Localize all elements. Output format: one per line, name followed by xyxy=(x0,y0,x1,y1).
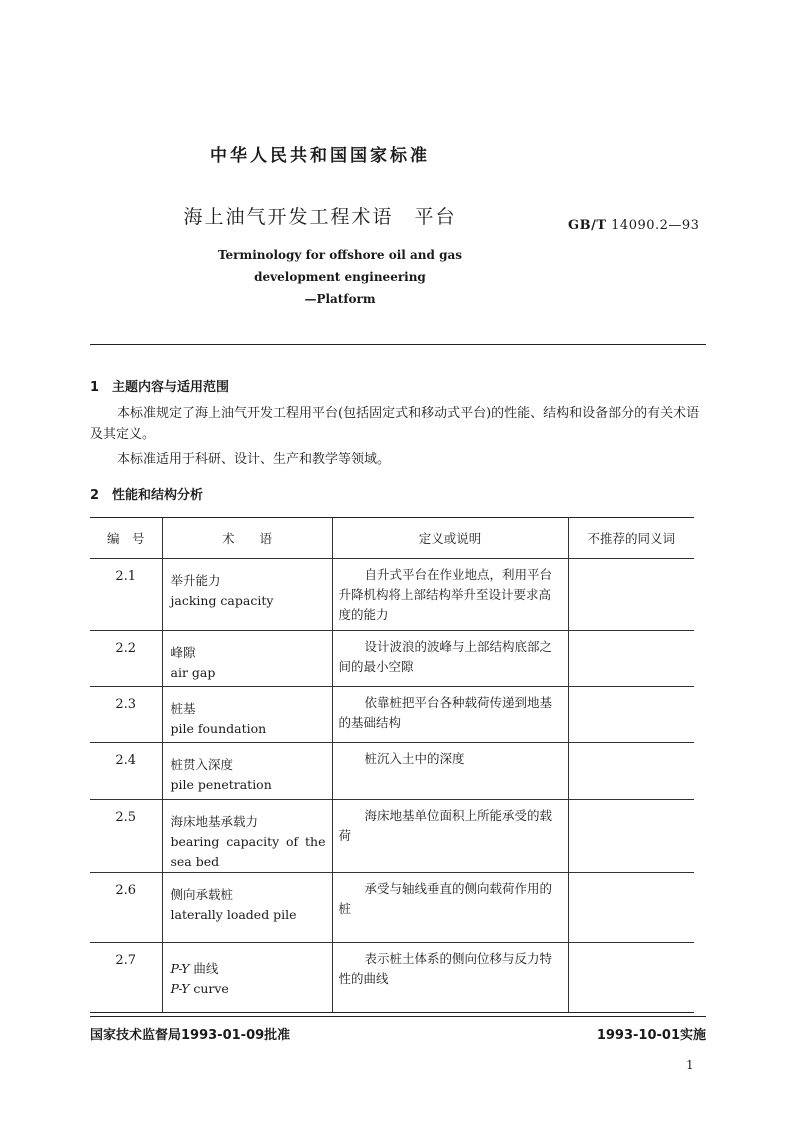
section-1-paragraph-1: 本标准规定了海上油气开发工程用平台(包括固定式和移动式平台)的性能、结构和设备部分的有关术语及其定义。 xyxy=(90,406,700,442)
row-definition: 设计波浪的波峰与上部结构底部之间的最小空隙 xyxy=(332,631,568,687)
term-chinese: 海床地基承载力 xyxy=(170,814,259,829)
row-synonym xyxy=(568,559,694,631)
row-term xyxy=(162,687,332,743)
row-synonym xyxy=(568,943,694,1013)
term-chinese: 桩基 xyxy=(170,701,196,716)
table-row xyxy=(90,631,694,687)
header-term: 术 语 xyxy=(162,518,332,559)
terms-table xyxy=(90,517,694,1013)
term-english: laterally loaded pile xyxy=(170,907,297,922)
header-synonym: 不推荐的同义词 xyxy=(568,518,694,559)
term-english: air gap xyxy=(170,665,216,680)
row-definition: 依靠桩把平台各种载荷传递到地基的基础结构 xyxy=(332,687,568,743)
row-definition: 桩沉入土中的深度 xyxy=(332,743,568,800)
term-chinese-rest: 曲线 xyxy=(189,961,219,976)
row-number: 2.4 xyxy=(90,743,162,800)
section-1-paragraph-2: 本标准适用于科研、设计、生产和教学等领域。 xyxy=(117,452,391,467)
term-english-italic: P-Y xyxy=(170,981,190,996)
row-term xyxy=(162,873,332,943)
row-synonym xyxy=(568,743,694,800)
standard-code-prefix: GB/T xyxy=(568,218,607,233)
row-synonym xyxy=(568,873,694,943)
term-english: bearing capacity of the sea bed xyxy=(170,834,326,869)
term-chinese xyxy=(171,959,326,979)
table-header-row xyxy=(90,518,694,559)
row-term xyxy=(162,559,332,631)
row-number: 2.2 xyxy=(90,631,162,687)
row-synonym xyxy=(568,687,694,743)
table-row xyxy=(90,743,694,800)
table-row xyxy=(90,559,694,631)
org-title: 中华人民共和国国家标准 xyxy=(210,146,430,166)
term-chinese: 举升能力 xyxy=(170,573,221,588)
row-number: 2.6 xyxy=(90,873,162,943)
row-number: 2.7 xyxy=(90,943,162,1013)
table-row xyxy=(90,943,694,1013)
header-number: 编 号 xyxy=(90,518,162,559)
english-title-line-3: —Platform xyxy=(304,292,376,306)
row-term xyxy=(162,800,332,873)
table-row xyxy=(90,800,694,873)
row-definition: 表示桩土体系的侧向位移与反力特性的曲线 xyxy=(332,943,568,1013)
english-title-line-2: development engineering xyxy=(254,270,426,284)
table-row xyxy=(90,873,694,943)
term-english: pile foundation xyxy=(170,721,267,736)
term-chinese: 峰隙 xyxy=(170,645,196,660)
row-term xyxy=(162,631,332,687)
footer-rule xyxy=(90,1016,706,1017)
section-1-heading: 1 主题内容与适用范围 xyxy=(90,380,230,395)
term-english: pile penetration xyxy=(170,777,272,792)
row-synonym xyxy=(568,800,694,873)
page-number: 1 xyxy=(686,1058,694,1072)
row-definition: 承受与轴线垂直的侧向载荷作用的桩 xyxy=(332,873,568,943)
row-synonym xyxy=(568,631,694,687)
table-row xyxy=(90,687,694,743)
row-term xyxy=(162,743,332,800)
standard-title: 海上油气开发工程术语 平台 xyxy=(183,206,457,228)
header-rule xyxy=(90,344,706,345)
term-english-rest: curve xyxy=(189,981,229,996)
row-term xyxy=(162,943,332,1013)
row-definition: 自升式平台在作业地点，利用平台升降机构将上部结构举升至设计要求高度的能力 xyxy=(332,559,568,631)
english-title-line-1: Terminology for offshore oil and gas xyxy=(217,248,463,262)
standard-code xyxy=(568,218,699,233)
section-2-heading: 2 性能和结构分析 xyxy=(90,488,204,503)
term-english xyxy=(171,979,326,999)
row-number: 2.5 xyxy=(90,800,162,873)
header-definition: 定义或说明 xyxy=(332,518,568,559)
term-chinese: 侧向承载桩 xyxy=(170,887,234,902)
effective-date: 1993-10-01实施 xyxy=(596,1028,706,1043)
term-chinese: 桩贯入深度 xyxy=(170,757,234,772)
approval-date: 国家技术监督局1993-01-09批准 xyxy=(90,1028,291,1043)
standard-code-number: 14090.2—93 xyxy=(611,218,700,233)
row-number: 2.3 xyxy=(90,687,162,743)
term-english: jacking capacity xyxy=(170,593,274,608)
row-definition: 海床地基单位面积上所能承受的载荷 xyxy=(332,800,568,873)
term-chinese-italic: P-Y xyxy=(170,961,190,976)
row-number: 2.1 xyxy=(90,559,162,631)
